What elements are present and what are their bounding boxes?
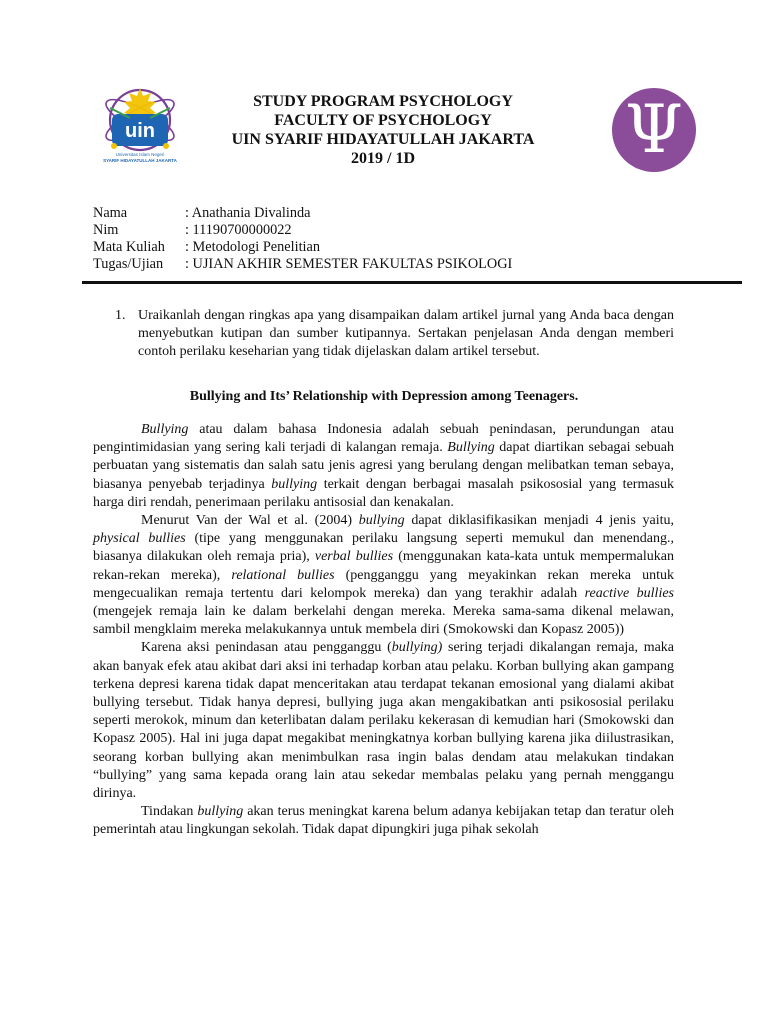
italic-term: reactive bullies: [584, 585, 674, 601]
info-value: : 11190700000022: [185, 222, 292, 238]
uin-logo-caption-1: Universitas Islam Negeri: [115, 152, 165, 157]
article-paragraph: Bullying atau dalam bahasa Indonesia adalah sebuah penindasan, perundungan atau pengintimidasian yang sering kali terjadi di kalangan remaja. Bullying dapat diartikan sebagai sebuah perbuatan yang sistematis dan salah satu jenis agresi yang berulang dengan melibatkan teman sebaya, biasanya penyebab terjadinya bullying terkait dengan berbagai masalah psikososial yang termasuk harga diri rendah, penerimaan perilaku antisosial dan kenakalan.: [93, 422, 674, 510]
info-row-nama: [93, 205, 512, 222]
article-paragraph: Karena aksi penindasan atau pengganggu (bullying) sering terjadi dikalangan remaja, maka akan banyak efek atau akibat dari aksi ini terhadap korban atau pelaku. Korban bullying akan gampang terkena depresi karena tidak dapat menceritakan atau terdapat tekanan emosional yang dialami akibat bullying tersebut. Tidak hanya depresi, bullying juga akan mengakibatkan anti psikososial perilaku seperti merokok, minum dan keterlibatan dalam perilaku kekerasan di kemudian hari (Smokowski dan Kopasz 2005). Hal ini juga dapat megakibat meningkatnya korban bullying karena jika diilustrasikan, seorang korban bullying akan menimbulkan rasa ingin balas dendam atau melakukan tindakan “bullying” yang sama kepada orang lain atau sekedar membalas pelaku yang pernah menggangu dirinya.: [93, 640, 675, 802]
italic-term: relational bullies: [231, 567, 335, 583]
italic-term: Bullying: [447, 440, 495, 456]
psychology-logo: [612, 88, 696, 172]
header-line-year-class: 2019 / 1D: [351, 150, 415, 167]
italic-term: bullying: [271, 476, 318, 492]
italic-term: bullying: [358, 513, 405, 529]
article-paragraph: Tindakan bullying akan terus meningkat karena belum adanya kebijakan tetap dan teratur oleh pemerintah atau lingkungan sekolah. Tidak dapat dipungkiri juga pihak sekolah: [93, 804, 674, 838]
italic-term: Bullying: [141, 422, 189, 437]
question-number: 1.: [115, 308, 126, 323]
info-label: Tugas/Ujian: [93, 256, 164, 272]
article-title: Bullying and Its’ Relationship with Depression among Teenagers.: [189, 389, 579, 404]
info-label: Nama: [93, 205, 128, 221]
info-row-tugas-ujian: [93, 256, 512, 273]
italic-term: bullying): [391, 640, 443, 656]
uin-wordmark: uin: [125, 120, 155, 142]
italic-term: verbal bullies: [314, 549, 394, 565]
uin-university-logo: [100, 84, 180, 166]
info-row-nim: [93, 222, 512, 239]
info-label: Nim: [93, 222, 119, 238]
question-text: Uraikanlah dengan ringkas apa yang disampaikan dalam artikel jurnal yang Anda baca dengan menyebutkan kutipan dan sumber kutipannya. Sertakan penjelasan Anda dengan memberi contoh perilaku keseharian yang tidak dijelaskan dalam artikel tersebut.: [138, 308, 674, 359]
italic-term: physical bullies: [93, 531, 186, 547]
header-divider: [82, 281, 742, 284]
document-header: [190, 92, 576, 168]
student-info-table: [93, 205, 512, 273]
italic-term: bullying: [197, 804, 244, 820]
info-value: : Metodologi Penelitian: [185, 239, 321, 255]
header-line-university: UIN SYARIF HIDAYATULLAH JAKARTA: [231, 131, 535, 148]
info-row-mata-kuliah: [93, 239, 512, 256]
uin-logo-caption-2: SYARIF HIDAYATULLAH JAKARTA: [103, 158, 177, 163]
psi-symbol-icon: Ψ: [625, 91, 683, 168]
header-line-faculty: FACULTY OF PSYCHOLOGY: [274, 112, 492, 129]
info-label: Mata Kuliah: [93, 239, 165, 255]
exam-question: [116, 307, 674, 361]
info-value: : Anathania Divalinda: [185, 205, 311, 221]
header-line-program: STUDY PROGRAM PSYCHOLOGY: [253, 93, 513, 110]
article-body: [93, 421, 674, 840]
info-value: : UJIAN AKHIR SEMESTER FAKULTAS PSIKOLOGI: [185, 256, 513, 272]
article-paragraph: Menurut Van der Wal et al. (2004) bullying dapat diklasifikasikan menjadi 4 jenis yaitu, physical bullies (tipe yang menggunakan perilaku langsung seperti memukul dan menendang., biasanya dilakukan oleh remaja pria), verbal bullies (menggunakan kata-kata untuk mempermalukan rekan-rekan mereka), relational bullies (pengganggu yang meyakinkan rekan mereka untuk mengecualikan remaja tertentu dari kelompok mereka) dan yang terakhir adalah reactive bullies (mengejek remaja lain ke dalam berkelahi dengan mereka. Mereka sama-sama dikenal melawan, sambil mengklaim mereka melakukannya untuk membela diri (Smokowski dan Kopasz 2005)): [93, 513, 674, 638]
